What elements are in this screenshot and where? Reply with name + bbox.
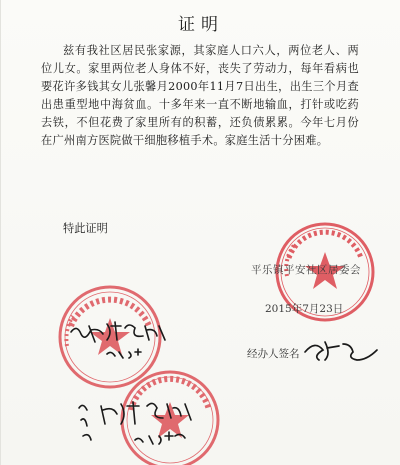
- closing-text: 特此证明: [63, 222, 108, 235]
- issuer-name: 平乐镇平安社区居委会: [251, 264, 361, 276]
- body-paragraph: 兹有我社区居民张家源，其家庭人口六人，两位老人、两位儿女。家里两位老人身体不好，丧失了劳动力，每年看病也要花许多钱其女儿张馨月2000年11月7日出生，出生三个月查出患重型地中海贫血。十多年来一直不断地输血，打针或吃药去铁，不但花费了家里所有的积蓄，还负债累累。今年七月份在广州南方医院做干细胞移植手术。家庭生活十分困难。: [41, 44, 359, 147]
- issue-date: 2015年7月23日: [265, 303, 344, 315]
- document-body: [41, 42, 359, 150]
- handwritten-note-bottom: [75, 396, 225, 465]
- document-title: 证明: [178, 15, 224, 35]
- handler-label: 经办人签名: [247, 348, 300, 360]
- handwritten-note-left: [67, 316, 187, 366]
- handler-signature: [301, 334, 381, 366]
